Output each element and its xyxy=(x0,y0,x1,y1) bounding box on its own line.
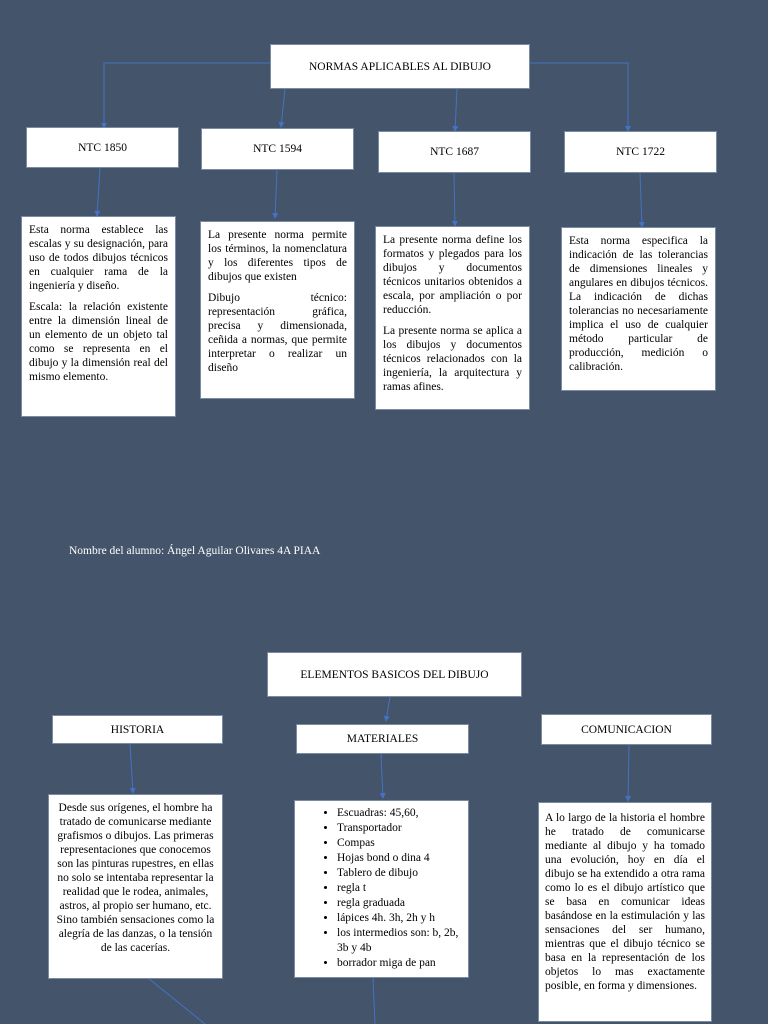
ntc-1594-label: NTC 1594 xyxy=(253,143,302,155)
connector-comunicacion-detail xyxy=(628,745,629,801)
normas-root-box xyxy=(270,44,530,89)
ntc-1687-paragraph-1: La presente norma define los formatos y plegados para los dibujos y documentos técnicos unitarios obtenidos a escala, por ampliación o por reducción. xyxy=(383,234,522,316)
historia-paragraph: Desde sus orígenes, el hombre ha tratado de comunicarse mediante grafismos o dibujos. Las primeras representaciones que conocemos son las pinturas rupestres, en ellas no solo se intentaba representar la realidad que le rodea, animales, astros, al propio ser humano, etc. Sino también sensaciones como la alegría de las danzas, o la tensión de las cacerías. xyxy=(56,802,215,954)
materiales-item: • Transportador xyxy=(337,821,468,836)
materiales-item: • borrador miga de pan xyxy=(337,956,468,971)
materiales-header xyxy=(296,724,469,754)
connector-bottom-mid xyxy=(373,978,375,1024)
ntc-1850-paragraph-2: Escala: la relación existente entre la dimensión lineal de un elemento de un objeto tal como se representa en el dibujo y la dimensión real del mismo elemento. xyxy=(29,301,168,383)
materiales-item: • los intermedios son: b, 2b, 3b y 4b xyxy=(337,926,468,956)
connector-root-ntc1687 xyxy=(455,89,457,131)
connector-materiales-detail xyxy=(381,754,383,798)
ntc-1722-detail xyxy=(561,227,716,391)
connector-root-ntc1722 xyxy=(530,63,628,131)
connector-ntc1687-detail xyxy=(454,173,455,226)
materiales-list xyxy=(295,806,468,971)
connector-root-ntc1594 xyxy=(281,89,285,127)
materiales-item: • Escuadras: 45,60, xyxy=(337,806,468,821)
connector-ntc1594-detail xyxy=(275,170,277,218)
ntc-1850-paragraph-1: Esta norma establece las escalas y su designación, para uso de todos dibujos técnicos en cualquier rama de la ingeniería y diseño. xyxy=(29,224,168,292)
ntc-1722-header xyxy=(564,131,717,173)
ntc-1722-label: NTC 1722 xyxy=(616,146,665,158)
comunicacion-label: COMUNICACION xyxy=(581,723,672,736)
materiales-item: • Compas xyxy=(337,836,468,851)
materiales-item: • regla graduada xyxy=(337,896,468,911)
ntc-1850-label: NTC 1850 xyxy=(78,141,127,154)
connector-root-ntc1850 xyxy=(104,63,270,128)
connector-root-materiales xyxy=(386,697,390,721)
ntc-1594-header xyxy=(201,128,354,170)
comunicacion-paragraph: A lo largo de la historia el hombre he tratado de comunicarse mediante al dibujo y ha tomado una evolución, hoy en día el dibujo se ha extendido a otra rama como lo es el dibujo artístico que se basa en comunicar ideas basándose en la estimulación y las sensaciones del ser humano, mientras que el dibujo técnico se basa en la representación de los objetos lo mas exactamente posible, en forma y dimensiones. xyxy=(545,812,705,992)
materiales-item: • regla t xyxy=(337,881,468,896)
ntc-1687-paragraph-2: La presente norma se aplica a los dibujos y documentos técnicos relacionados con la ingeniería, la arquitectura y ramas afines. xyxy=(383,325,522,393)
ntc-1722-paragraph-1: Esta norma especifica la indicación de las tolerancias de dimensiones lineales y angulares en dibujos técnicos. La indicación de dichas tolerancias no necesariamente implica el uso de cualquier método particular de producción, medición o calibración. xyxy=(569,235,708,373)
ntc-1687-header xyxy=(378,131,531,173)
materiales-detail xyxy=(294,800,469,978)
connector-ntc1722-detail xyxy=(640,173,642,227)
normas-root-title: NORMAS APLICABLES AL DIBUJO xyxy=(308,60,491,73)
ntc-1850-detail xyxy=(21,216,176,417)
materiales-label: MATERIALES xyxy=(346,733,419,745)
historia-header xyxy=(52,715,223,744)
ntc-1687-detail xyxy=(375,226,530,410)
elementos-root-box xyxy=(267,652,522,697)
historia-detail xyxy=(48,794,223,979)
comunicacion-detail xyxy=(538,802,712,1022)
materiales-item: • lápices 4h. 3h, 2h y h xyxy=(337,911,468,926)
elementos-root-title: ELEMENTOS BASICOS DEL DIBUJO xyxy=(300,668,489,681)
historia-label: HISTORIA xyxy=(110,723,165,736)
connector-historia-detail xyxy=(130,744,133,793)
ntc-1594-detail xyxy=(200,221,355,399)
ntc-1687-label: NTC 1687 xyxy=(430,146,479,158)
student-name: Nombre del alumno: Ángel Aguilar Olivares 4A PIAA xyxy=(69,545,321,557)
ntc-1594-paragraph-1: La presente norma permite los términos, la nomenclatura y los diferentes tipos de dibujos que existen xyxy=(208,229,347,283)
materiales-item: • Tablero de dibujo xyxy=(337,866,468,881)
ntc-1594-paragraph-2: Dibujo técnico: representación gráfica, precisa y dimensionada, ceñida a normas, que permite interpretar o realizar un diseño xyxy=(208,292,347,374)
connector-ntc1850-detail xyxy=(97,168,100,216)
comunicacion-header xyxy=(541,714,712,745)
ntc-1850-header xyxy=(26,127,179,168)
materiales-item: • Hojas bond o dina 4 xyxy=(337,851,468,866)
connector-bottom-left xyxy=(148,978,205,1024)
